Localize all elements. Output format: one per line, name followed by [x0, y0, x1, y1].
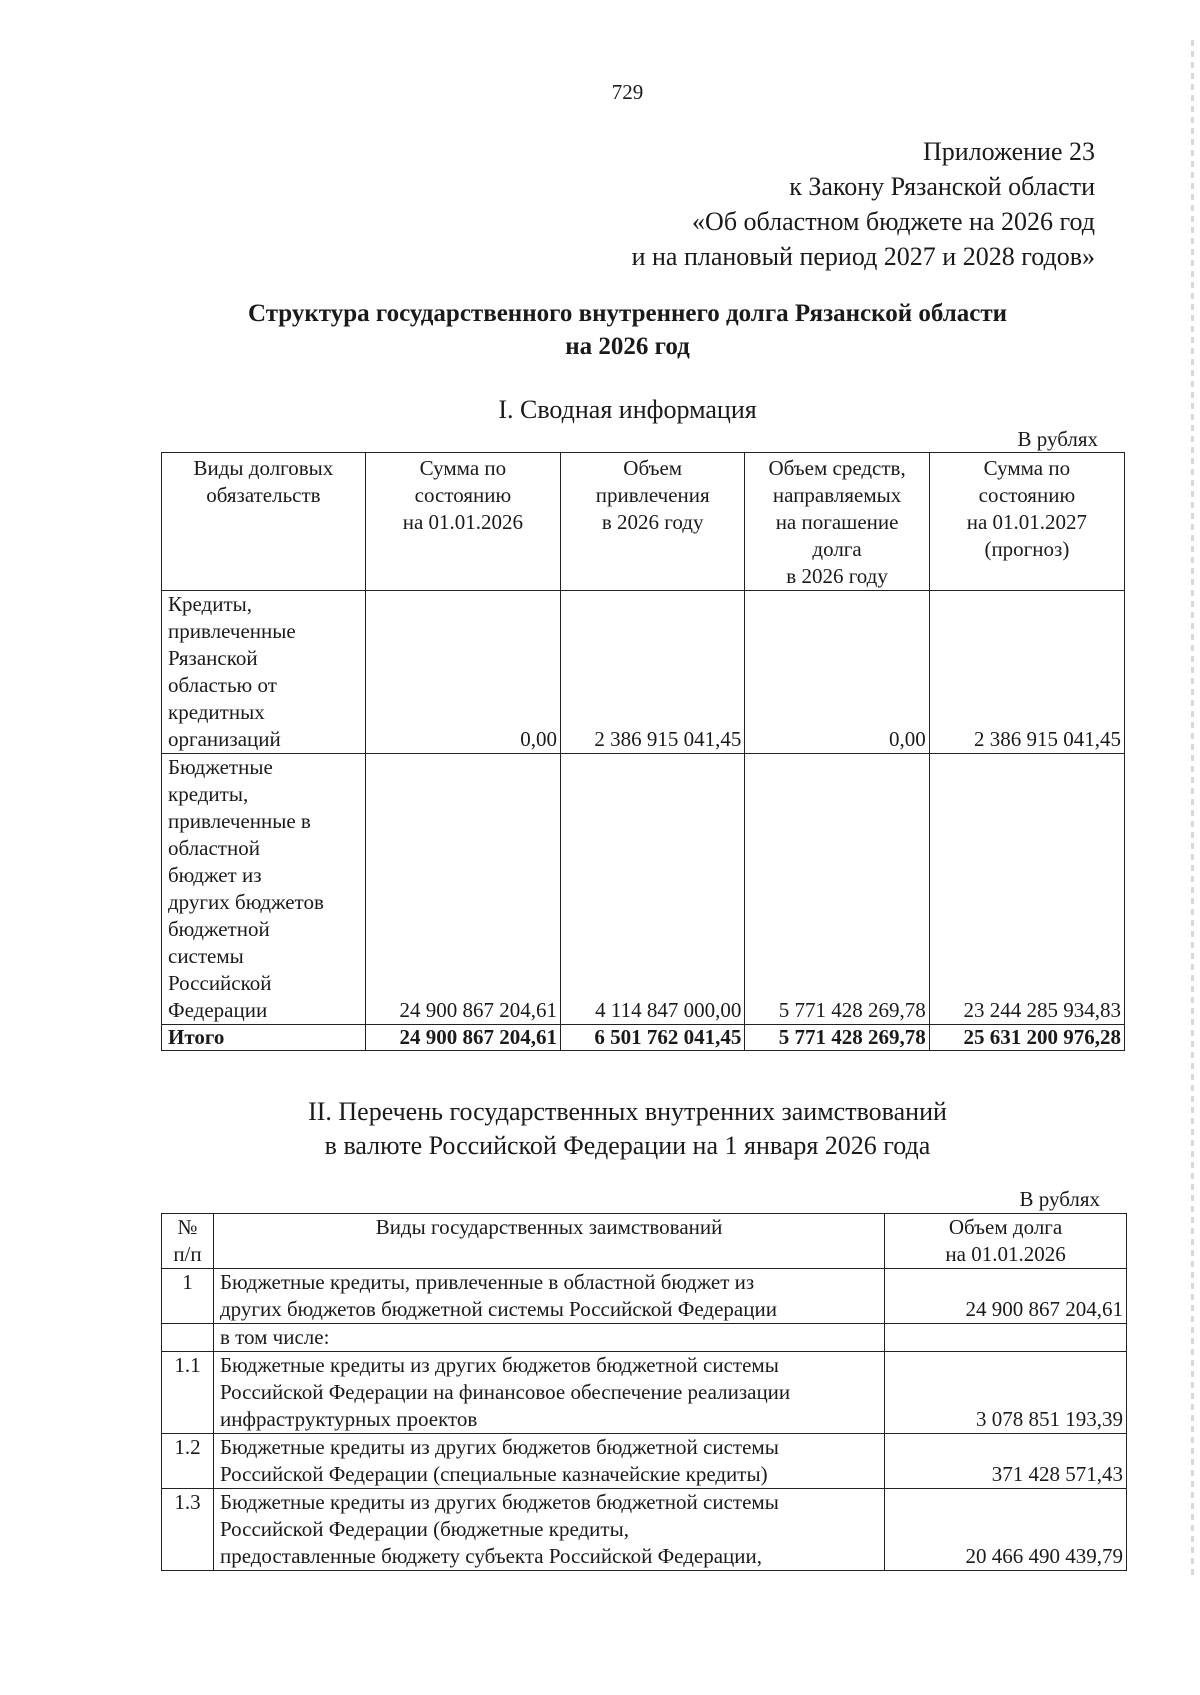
total-value: 5 771 428 269,78: [745, 1025, 929, 1051]
table-row: [162, 1352, 1127, 1434]
row-label: Бюджетные кредиты, привлеченные в областной бюджет из других бюджетов бюджетной системы Российской Федерации: [162, 754, 366, 1025]
appendix-line: Приложение 23: [922, 137, 1095, 166]
header-borrowing-type: Виды государственных заимствований: [213, 1214, 884, 1269]
row-amount: 24 900 867 204,61: [885, 1269, 1127, 1324]
header-balance-2027: Сумма по состоянию на 01.01.2027 (прогноз): [929, 453, 1124, 591]
header-borrowing-2026: Объем привлечения в 2026 году: [561, 453, 745, 591]
heading-line: в валюте Российской Федерации на 1 января 2026 года: [324, 1131, 931, 1160]
cell-value: 5 771 428 269,78: [745, 754, 929, 1025]
cell-value: 0,00: [365, 591, 560, 754]
appendix-line: к Закону Рязанской области: [789, 172, 1095, 201]
row-amount: 371 428 571,43: [885, 1434, 1127, 1489]
section2-heading: [0, 1095, 1200, 1163]
appendix-line: и на плановый период 2027 и 2028 годов»: [631, 242, 1095, 271]
row-number: 1.1: [162, 1352, 214, 1434]
row-number: [162, 1324, 214, 1352]
cell-value: 0,00: [745, 591, 929, 754]
row-number: 1.2: [162, 1434, 214, 1489]
table-row: [162, 1489, 1127, 1571]
section2-units: В рублях: [1019, 1187, 1100, 1211]
header-repayment-2026: Объем средств, направляемых на погашение долга в 2026 году: [745, 453, 929, 591]
header-debt-type: Виды долговых обязательств: [162, 453, 366, 591]
appendix-header: [632, 134, 1095, 274]
summary-header-row: [162, 453, 1125, 591]
borrowings-table: [161, 1213, 1127, 1571]
row-text: Бюджетные кредиты, привлеченные в областной бюджет из других бюджетов бюджетной системы Российской Федерации: [213, 1269, 884, 1324]
header-balance-2026: Сумма по состоянию на 01.01.2026: [365, 453, 560, 591]
total-value: 24 900 867 204,61: [365, 1025, 560, 1051]
header-num: № п/п: [162, 1214, 214, 1269]
cell-value: 23 244 285 934,83: [929, 754, 1124, 1025]
total-value: 25 631 200 976,28: [929, 1025, 1124, 1051]
table-row: [162, 754, 1125, 1025]
heading-line: II. Перечень государственных внутренних заимствований: [308, 1097, 947, 1126]
appendix-line: «Об областном бюджете на 2026 год: [692, 207, 1095, 236]
cell-value: 2 386 915 041,45: [929, 591, 1124, 754]
row-text: Бюджетные кредиты из других бюджетов бюджетной системы Российской Федерации (бюджетные кредиты, предоставленные бюджету субъекта Российской Федерации,: [213, 1489, 884, 1571]
section1-heading: I. Сводная информация: [498, 395, 757, 424]
cell-value: 2 386 915 041,45: [561, 591, 745, 754]
total-row: [162, 1025, 1125, 1051]
row-text: Бюджетные кредиты из других бюджетов бюджетной системы Российской Федерации (специальные казначейские кредиты): [213, 1434, 884, 1489]
table-row: [162, 1269, 1127, 1324]
row-number: 1.3: [162, 1489, 214, 1571]
table-row: [162, 1324, 1127, 1352]
title-line: на 2026 год: [565, 333, 690, 360]
row-text: Бюджетные кредиты из других бюджетов бюджетной системы Российской Федерации на финансовое обеспечение реализации инфраструктурных проектов: [213, 1352, 884, 1434]
total-value: 6 501 762 041,45: [561, 1025, 745, 1051]
row-label: Кредиты, привлеченные Рязанской областью от кредитных организаций: [162, 591, 366, 754]
row-amount: 3 078 851 193,39: [885, 1352, 1127, 1434]
total-label: Итого: [162, 1025, 366, 1051]
header-debt-amount: Объем долга на 01.01.2026: [885, 1214, 1127, 1269]
scan-edge-artifact: [1191, 40, 1194, 1580]
cell-value: 4 114 847 000,00: [561, 754, 745, 1025]
title-line: Структура государственного внутреннего долга Рязанской области: [247, 300, 1008, 327]
row-text: в том числе:: [213, 1324, 884, 1352]
page-number: 729: [611, 80, 644, 104]
table-row: [162, 1434, 1127, 1489]
cell-value: 24 900 867 204,61: [365, 754, 560, 1025]
row-number: 1: [162, 1269, 214, 1324]
borrowings-header-row: [162, 1214, 1127, 1269]
row-amount: [885, 1324, 1127, 1352]
table-row: [162, 591, 1125, 754]
row-amount: 20 466 490 439,79: [885, 1489, 1127, 1571]
document-title: [0, 297, 1200, 363]
section1-units: В рублях: [1017, 427, 1098, 451]
summary-table: [161, 452, 1125, 1051]
